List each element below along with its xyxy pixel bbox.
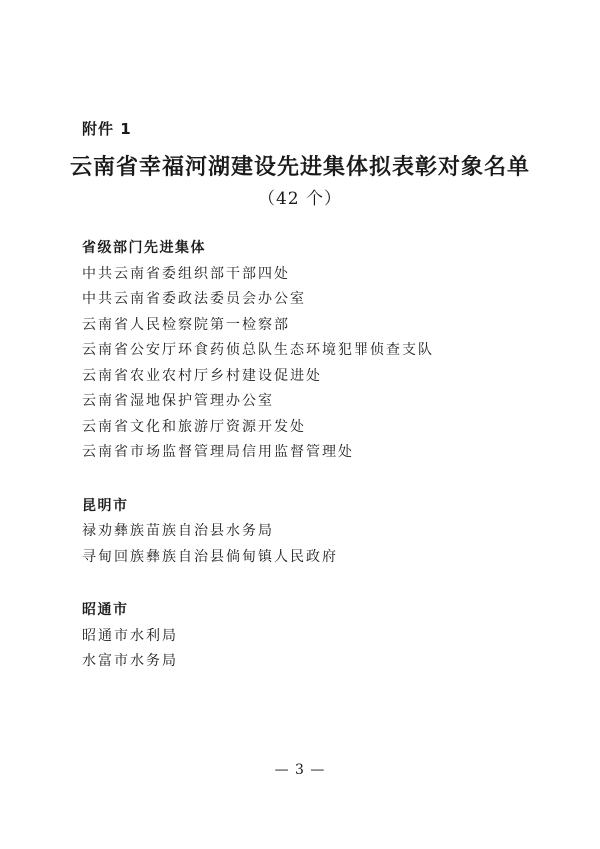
attachment-label: 附件 1 (82, 120, 132, 138)
list-item: 寻甸回族彝族自治县倘甸镇人民政府 (82, 548, 338, 565)
page-number: — 3 — (274, 762, 326, 778)
section-kunming (82, 494, 562, 571)
list-item: 云南省湿地保护管理办公室 (82, 393, 274, 409)
list-content (82, 236, 562, 675)
section-title: 昭通市 (82, 602, 129, 618)
list-item: 云南省农业农村厅乡村建设促进处 (82, 367, 322, 384)
section-zhaotong (82, 598, 562, 675)
section-title: 昆明市 (82, 497, 129, 514)
list-item: 中共云南省委组织部干部四处 (82, 265, 290, 282)
list-item: 水富市水务局 (82, 653, 178, 669)
section-provincial (82, 236, 562, 466)
list-item: 中共云南省委政法委员会办公室 (82, 291, 306, 307)
document-count: （42 个） (257, 189, 343, 209)
list-item: 云南省人民检察院第一检察部 (82, 316, 290, 333)
section-title: 省级部门先进集体 (82, 240, 206, 256)
list-item: 云南省公安厅环食药侦总队生态环境犯罪侦查支队 (82, 342, 434, 358)
list-item: 云南省文化和旅游厅资源开发处 (82, 418, 306, 435)
list-item: 云南省市场监督管理局信用监督管理处 (82, 444, 354, 460)
document-title: 云南省幸福河湖建设先进集体拟表彰对象名单 (69, 154, 530, 180)
list-item: 昭通市水利局 (82, 627, 178, 644)
list-item: 禄劝彝族苗族自治县水务局 (82, 523, 274, 539)
